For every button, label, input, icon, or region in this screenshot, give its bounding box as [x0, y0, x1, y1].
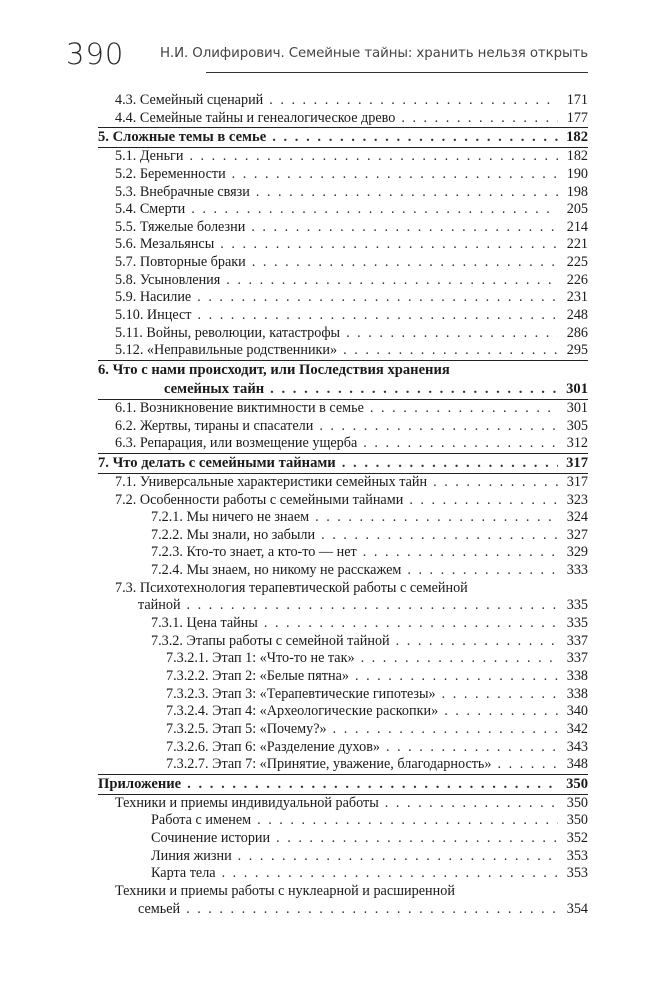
toc-entry — [98, 686, 588, 704]
toc-leader — [186, 901, 558, 919]
header-rule — [206, 72, 588, 73]
toc-entry — [98, 739, 588, 757]
toc-entry — [98, 325, 588, 343]
toc-leader — [444, 703, 558, 721]
toc-page-number: 350 — [566, 775, 588, 792]
toc-entry-title: 5.6. Мезальянсы — [115, 236, 215, 253]
toc-entry — [98, 110, 588, 128]
toc-entry — [98, 474, 588, 492]
toc-leader — [187, 775, 558, 794]
toc-leader — [386, 739, 558, 757]
toc-entry-line1 — [98, 883, 588, 901]
toc-entry-title: 7.2.2. Мы знали, но забыли — [151, 526, 316, 543]
toc-page-number: 312 — [566, 435, 588, 452]
toc-entry-title: Работа с именем — [151, 812, 252, 829]
toc-entry — [98, 668, 588, 686]
toc-leader — [252, 254, 558, 272]
toc-entry — [98, 650, 588, 668]
toc-page-number: 335 — [566, 597, 588, 614]
toc-leader — [407, 562, 558, 580]
toc-page-number: 342 — [566, 720, 588, 737]
page-header — [66, 34, 588, 74]
toc-leader — [401, 110, 558, 128]
toc-entry — [98, 400, 588, 418]
toc-page-number: 350 — [566, 794, 588, 811]
toc-page-number: 335 — [566, 615, 588, 632]
toc-entry — [98, 435, 588, 453]
toc-entry-title: 7. Что делать с семейными тайнами — [98, 454, 336, 471]
toc-entry-title: 4.3. Семейный сценарий — [115, 92, 264, 108]
toc-entry — [98, 848, 588, 866]
toc-leader — [189, 148, 558, 166]
toc-page-number: 337 — [566, 650, 588, 667]
toc-entry — [98, 544, 588, 562]
toc-entry-title: 7.3.2.4. Этап 4: «Археологические раскопки» — [166, 703, 439, 720]
toc-page-number: 324 — [566, 509, 588, 526]
toc-chapter-entry — [98, 454, 588, 473]
toc-page-number: 338 — [566, 685, 588, 702]
toc-page-number: 353 — [566, 847, 588, 864]
toc-entry — [98, 703, 588, 721]
toc-chapter-entry-line1 — [98, 361, 588, 380]
toc-page-number: 198 — [566, 183, 588, 200]
toc-entry-title-continued: тайной — [138, 597, 181, 614]
toc-page-number: 231 — [566, 289, 588, 306]
toc-entry — [98, 289, 588, 307]
toc-page-number: 301 — [566, 380, 588, 397]
toc-entry — [98, 307, 588, 325]
toc-page-number: 301 — [566, 399, 588, 416]
toc-entry — [98, 254, 588, 272]
toc-entry-title-continued: семьей — [138, 900, 181, 917]
toc-entry-title: 5.12. «Неправильные родственники» — [115, 342, 338, 359]
toc-page-number: 323 — [566, 491, 588, 508]
toc-leader — [198, 307, 558, 325]
toc-entry-title: 7.3.2. Этапы работы с семейной тайной — [151, 632, 390, 649]
toc-entry — [98, 830, 588, 848]
toc-entry-title: 6.2. Жертвы, тираны и спасатели — [115, 417, 314, 434]
toc-leader — [222, 865, 558, 883]
toc-page-number: 214 — [566, 218, 588, 235]
toc-page-number: 352 — [566, 830, 588, 847]
toc-leader — [187, 597, 558, 615]
toc-leader — [315, 509, 558, 527]
toc-entry-title: 5.11. Войны, революции, катастрофы — [115, 324, 341, 341]
toc-leader — [409, 492, 558, 510]
toc-page-number: 338 — [566, 667, 588, 684]
toc-entry — [98, 342, 588, 360]
toc-entry-title: Карта тела — [151, 865, 216, 882]
toc-entry — [98, 756, 588, 774]
toc-leader — [257, 812, 558, 830]
toc-leader — [442, 686, 558, 704]
toc-entry — [98, 148, 588, 166]
toc-entry — [98, 812, 588, 830]
toc-entry-title-continued: семейных тайн — [164, 380, 265, 397]
toc-entry — [98, 219, 588, 237]
toc-leader — [269, 92, 558, 110]
toc-leader — [256, 184, 558, 202]
toc-entry — [98, 901, 588, 919]
toc-entry-title: 7.3.1. Цена тайны — [151, 615, 258, 632]
toc-leader — [270, 380, 558, 399]
toc-entry — [98, 201, 588, 219]
toc-leader — [226, 272, 558, 290]
toc-page-number: 177 — [566, 109, 588, 126]
toc-entry-title: 7.2.3. Кто-то знает, а кто-то — нет — [151, 544, 357, 561]
toc-entry-title: 7.3.2.2. Этап 2: «Белые пятна» — [166, 667, 349, 684]
toc-entry-title: Приложение — [98, 775, 182, 792]
toc-entry-title: 7.3.2.7. Этап 7: «Принятие, уважение, благодарность» — [166, 756, 492, 773]
toc-entry-title: 5.5. Тяжелые болезни — [115, 218, 246, 235]
toc-entry-title: 7.2.1. Мы ничего не знаем — [151, 509, 310, 526]
toc-leader — [433, 474, 558, 492]
toc-leader — [264, 615, 558, 633]
toc-leader — [498, 756, 558, 774]
toc-page-number: 354 — [566, 900, 588, 917]
toc-entry-title: 5.1. Деньги — [115, 148, 184, 165]
toc-page-number: 205 — [566, 201, 588, 218]
toc-page-number: 348 — [566, 756, 588, 773]
running-title: Н.И. Олифирович. Семейные тайны: хранить нельзя открыть — [159, 46, 588, 61]
toc-entry — [98, 615, 588, 633]
toc-page-number: 317 — [566, 454, 588, 471]
toc-leader — [191, 201, 558, 219]
toc-entry-title: 5.9. Насилие — [115, 289, 192, 306]
toc-leader — [321, 527, 558, 545]
toc-page-number: 343 — [566, 738, 588, 755]
toc-entry-title: 5.10. Инцест — [115, 307, 192, 324]
toc-page-number: 182 — [566, 129, 588, 146]
toc-entry-title: Сочинение истории — [151, 830, 271, 847]
toc-leader — [276, 830, 558, 848]
toc-entry-title: 5.8. Усыновления — [115, 271, 221, 288]
toc-page-number: 327 — [566, 526, 588, 543]
toc-chapter-entry — [98, 128, 588, 147]
toc-entry-title: 4.4. Семейные тайны и генеалогическое древо — [115, 109, 396, 126]
toc-page-number: 305 — [566, 417, 588, 434]
toc-entry — [98, 166, 588, 184]
table-of-contents — [98, 92, 588, 918]
toc-leader — [251, 219, 558, 237]
toc-entry-title: 7.3. Психотехнология терапевтической работы с семейной — [115, 579, 468, 596]
toc-page-number: 350 — [566, 812, 588, 829]
toc-leader — [396, 633, 558, 651]
toc-entry-title: 7.3.2.6. Этап 6: «Разделение духов» — [166, 738, 380, 755]
toc-leader — [333, 721, 558, 739]
toc-entry — [98, 509, 588, 527]
toc-entry — [98, 236, 588, 254]
toc-entry — [98, 633, 588, 651]
toc-leader — [197, 289, 558, 307]
toc-leader — [272, 128, 558, 147]
toc-entry-title: 7.2. Особенности работы с семейными тайнами — [115, 491, 404, 508]
toc-entry — [98, 92, 588, 110]
toc-page-number: 190 — [566, 165, 588, 182]
toc-entry-title: 6.1. Возникновение виктимности в семье — [115, 399, 364, 416]
toc-page-number: 182 — [566, 148, 588, 165]
toc-leader — [361, 650, 558, 668]
toc-entry-title: 5. Сложные темы в семье — [98, 129, 267, 146]
toc-entry-title: 5.2. Беременности — [115, 165, 226, 182]
toc-leader — [370, 400, 558, 418]
toc-leader — [363, 435, 558, 453]
toc-entry-title: 6. Что с нами происходит, или Последствия хранения — [98, 361, 450, 378]
toc-page-number: 221 — [566, 236, 588, 253]
toc-page-number: 295 — [566, 342, 588, 359]
toc-page-number: 333 — [566, 562, 588, 579]
toc-leader — [363, 544, 558, 562]
toc-page-number: 286 — [566, 324, 588, 341]
toc-entry — [98, 795, 588, 813]
toc-entry-title: 7.1. Универсальные характеристики семейных тайн — [115, 473, 428, 490]
toc-entry — [98, 527, 588, 545]
toc-leader — [238, 848, 558, 866]
toc-leader — [232, 166, 558, 184]
toc-chapter-entry — [98, 380, 588, 399]
toc-leader — [346, 325, 558, 343]
toc-entry — [98, 272, 588, 290]
toc-page-number: 340 — [566, 703, 588, 720]
toc-entry-title: 7.2.4. Мы знаем, но никому не расскажем — [151, 562, 402, 579]
toc-leader — [220, 236, 558, 254]
toc-leader — [385, 795, 558, 813]
toc-page-number: 329 — [566, 544, 588, 561]
toc-chapter-entry — [98, 775, 588, 794]
toc-leader — [342, 454, 558, 473]
toc-page-number: 171 — [566, 92, 588, 108]
toc-entry-title: 6.3. Репарация, или возмещение ущерба — [115, 435, 358, 452]
toc-entry — [98, 721, 588, 739]
toc-entry — [98, 492, 588, 510]
toc-page-number: 248 — [566, 307, 588, 324]
toc-entry — [98, 184, 588, 202]
toc-entry-title: Техники и приемы индивидуальной работы — [115, 794, 379, 811]
toc-page-number: 337 — [566, 632, 588, 649]
toc-leader — [343, 342, 558, 360]
toc-page-number: 225 — [566, 254, 588, 271]
toc-entry-title: 7.3.2.5. Этап 5: «Почему?» — [166, 720, 327, 737]
toc-entry — [98, 597, 588, 615]
toc-page-number: 317 — [566, 473, 588, 490]
toc-entry-title: Линия жизни — [151, 847, 232, 864]
toc-entry-title: 5.3. Внебрачные связи — [115, 183, 250, 200]
toc-leader — [355, 668, 558, 686]
toc-entry-title: 7.3.2.3. Этап 3: «Терапевтические гипотезы» — [166, 685, 436, 702]
toc-entry — [98, 865, 588, 883]
toc-entry-title: 7.3.2.1. Этап 1: «Что-то не так» — [166, 650, 355, 667]
toc-page-number: 353 — [566, 865, 588, 882]
toc-entry — [98, 562, 588, 580]
toc-leader — [319, 418, 558, 436]
toc-entry — [98, 418, 588, 436]
toc-entry-title: 5.7. Повторные браки — [115, 254, 246, 271]
page-number: 390 — [66, 37, 125, 71]
toc-page-number: 226 — [566, 271, 588, 288]
toc-entry-title: Техники и приемы работы с нуклеарной и расширенной — [115, 882, 455, 899]
toc-entry-title: 5.4. Смерти — [115, 201, 186, 218]
toc-entry-line1 — [98, 580, 588, 598]
